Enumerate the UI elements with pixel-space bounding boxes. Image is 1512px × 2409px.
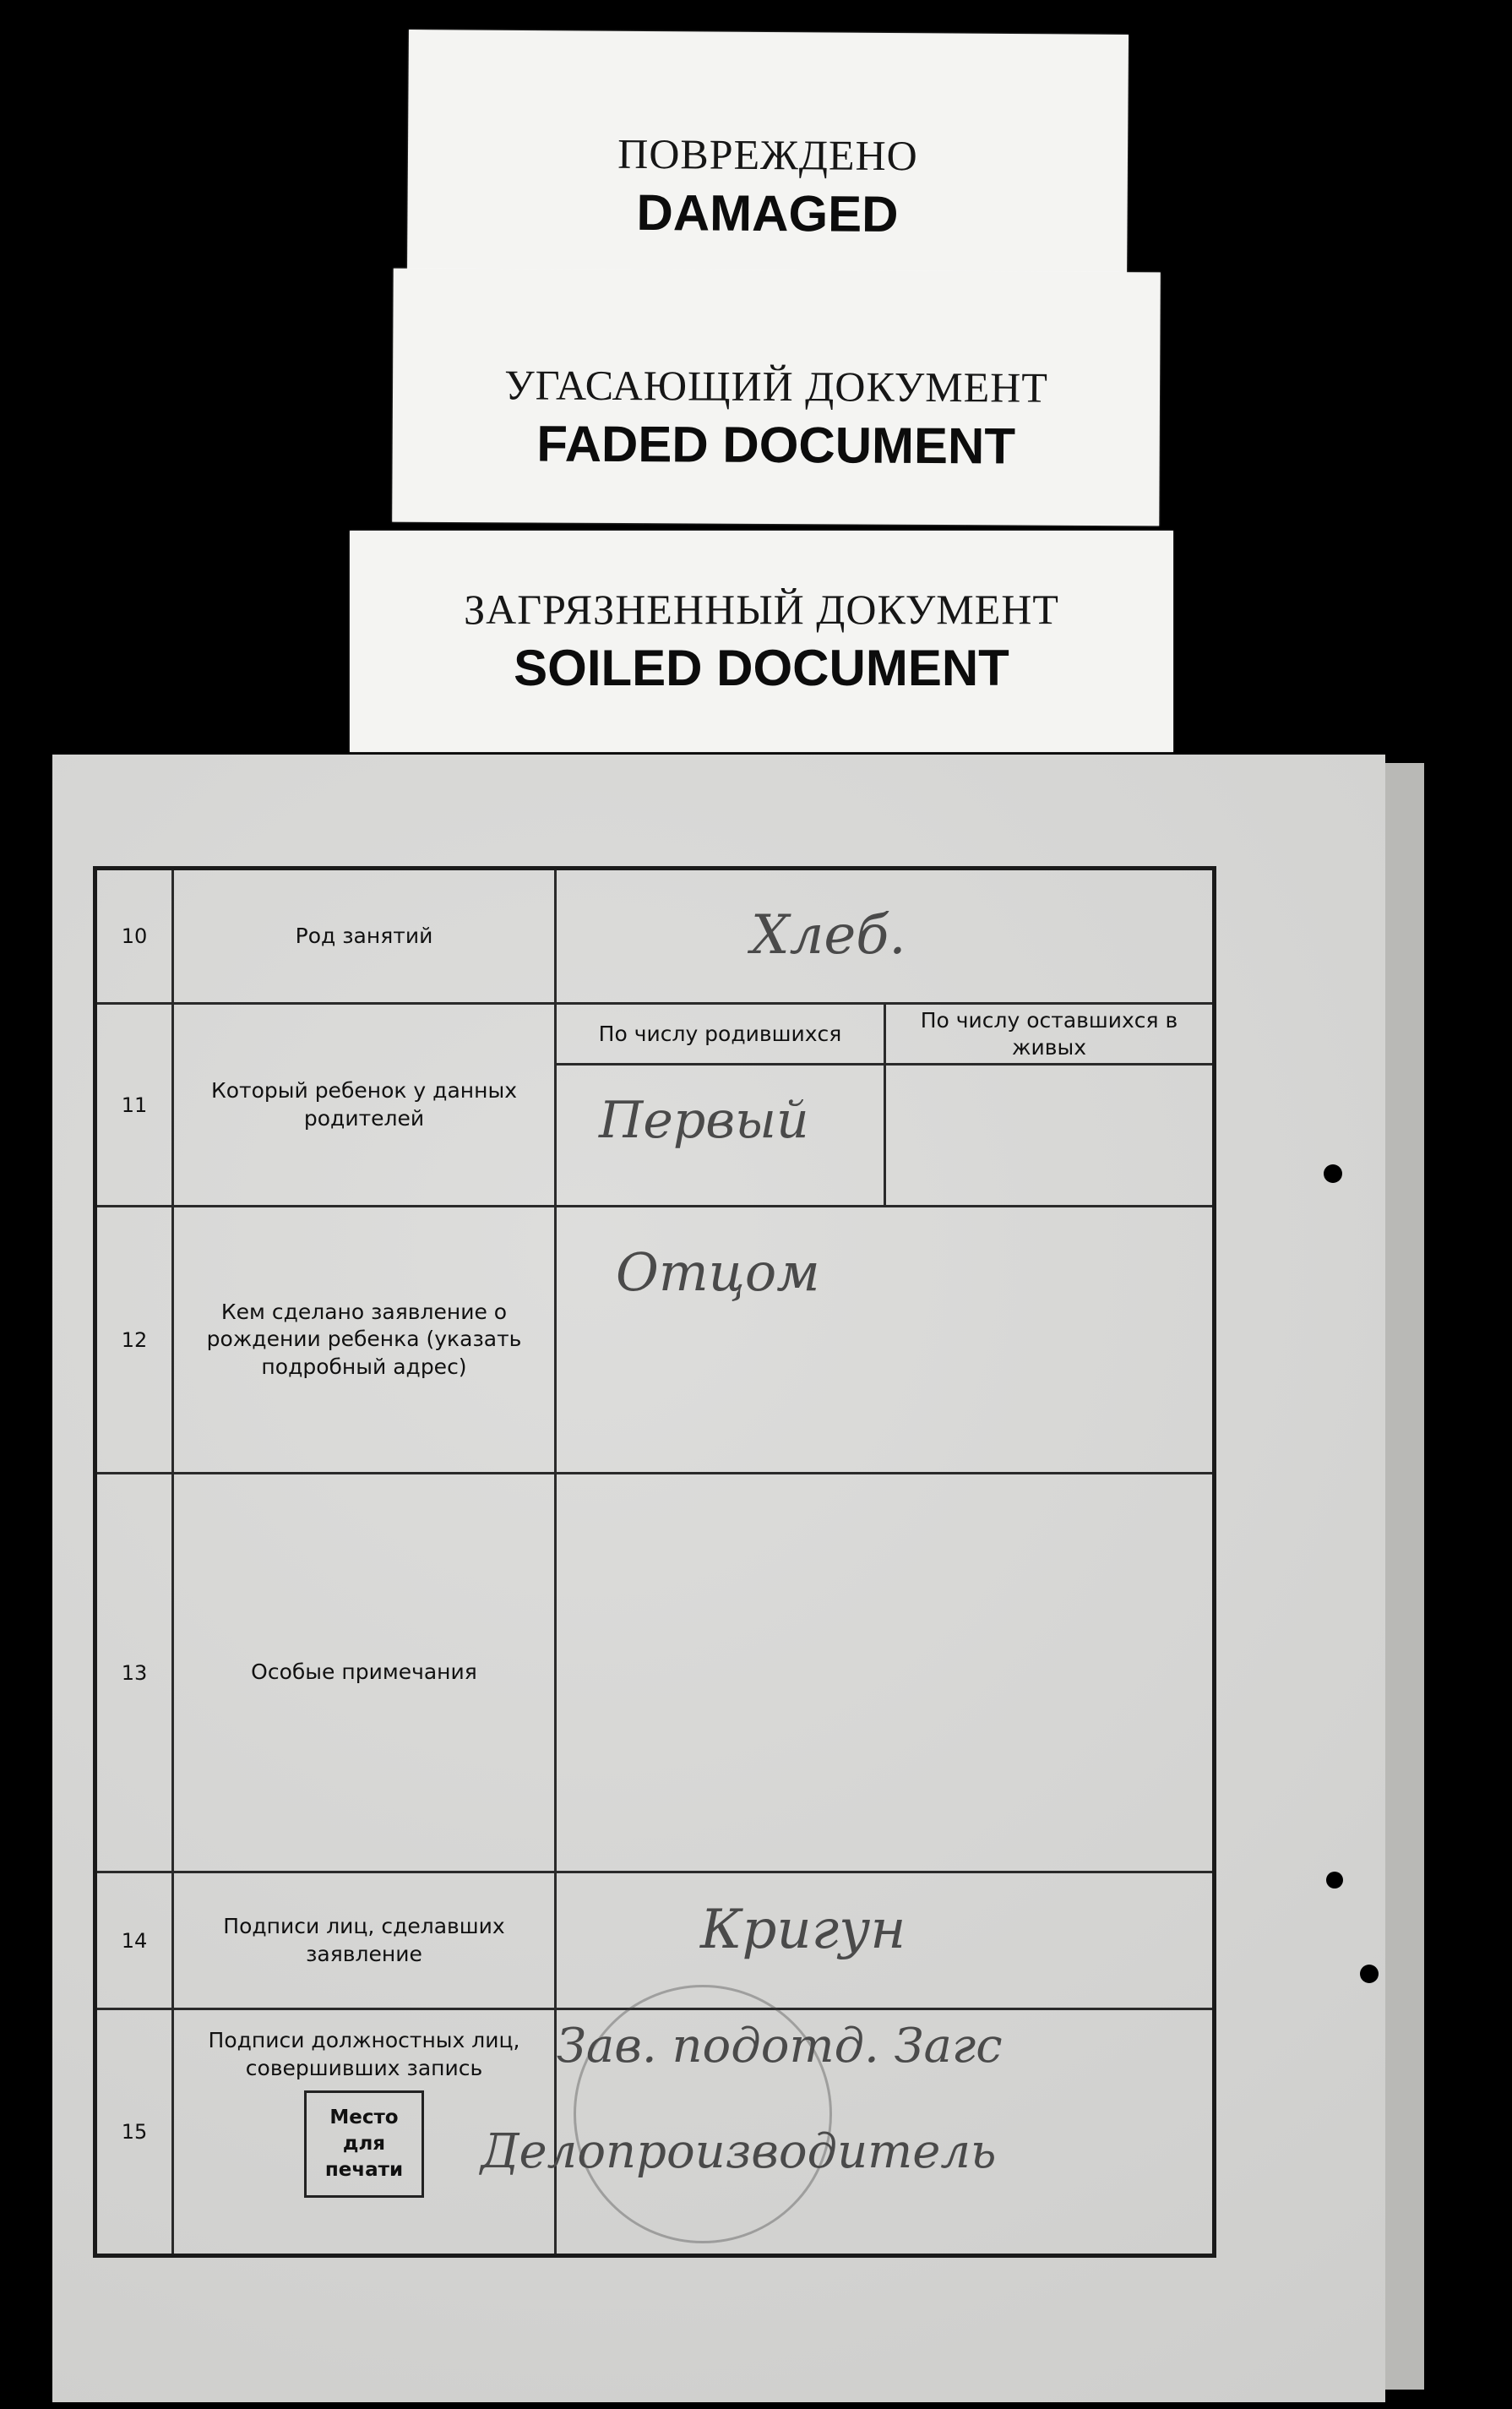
table-row (95, 1004, 1215, 1065)
handwritten-value: Хлеб. (751, 904, 906, 967)
table-row (95, 1872, 1215, 2009)
punch-hole (1326, 1872, 1343, 1889)
row-number: 11 (95, 1004, 173, 1207)
handwritten-signature: Кригун (700, 1899, 906, 1961)
notes-cell (556, 1474, 1215, 1872)
row-number: 14 (95, 1872, 173, 2009)
occupation-cell (556, 869, 1215, 1004)
label-ru-text: ЗАГРЯЗНЕННЫЙ ДОКУМЕНТ (464, 586, 1059, 633)
faded-label-card (392, 269, 1161, 526)
handwritten-signature: Делопроизводитель (481, 2124, 997, 2179)
punch-hole (1324, 1164, 1342, 1183)
soiled-label-card (350, 531, 1173, 752)
row-label: Род занятий (173, 869, 556, 1004)
label-en-text: SOILED DOCUMENT (514, 640, 1009, 696)
row-number: 13 (95, 1474, 173, 1872)
table-row (95, 2009, 1215, 2256)
seal-placeholder: Место для печати (304, 2090, 424, 2198)
label-ru-text: УГАСАЮЩИЙ ДОКУМЕНТ (504, 361, 1049, 411)
handwritten-value: Отцом (616, 1241, 820, 1303)
row-number: 10 (95, 869, 173, 1004)
born-count-cell (556, 1065, 885, 1207)
table-row (95, 869, 1215, 1004)
declarant-cell (556, 1207, 1215, 1474)
label-en-text: DAMAGED (636, 183, 899, 243)
punch-hole (1360, 1965, 1379, 1983)
row-label: Кем сделано заявление о рождении ребенка (указать подробный адрес) (173, 1207, 556, 1474)
table-row (95, 1207, 1215, 1474)
table-row (95, 1474, 1215, 1872)
column-header-alive: По числу оставшихся в живых (885, 1004, 1215, 1065)
handwritten-signature: Зав. подотд. Загс (557, 2019, 1003, 2074)
row-label: Подписи лиц, сделавших заявление (173, 1872, 556, 2009)
row-label: Который ребенок у данных родителей (173, 1004, 556, 1207)
row-number: 12 (95, 1207, 173, 1474)
label-ru-text: ПОВРЕЖДЕНО (617, 129, 918, 180)
column-header-born: По числу родившихся (556, 1004, 885, 1065)
label-en-text: FADED DOCUMENT (536, 415, 1016, 475)
row-label: Особые примечания (173, 1474, 556, 1872)
official-signatures-cell (481, 2009, 1215, 2256)
alive-count-cell (885, 1065, 1215, 1207)
row-number: 15 (95, 2009, 173, 2256)
declarant-signature-cell (556, 1872, 1215, 2009)
handwritten-value: Первый (599, 1091, 809, 1150)
birth-record-table (93, 866, 1216, 2258)
record-page (52, 755, 1385, 2402)
page-edge (1385, 763, 1424, 2390)
row-label: Подписи должностных лиц, совершивших запись (208, 2028, 520, 2080)
damaged-label-card (407, 30, 1129, 281)
